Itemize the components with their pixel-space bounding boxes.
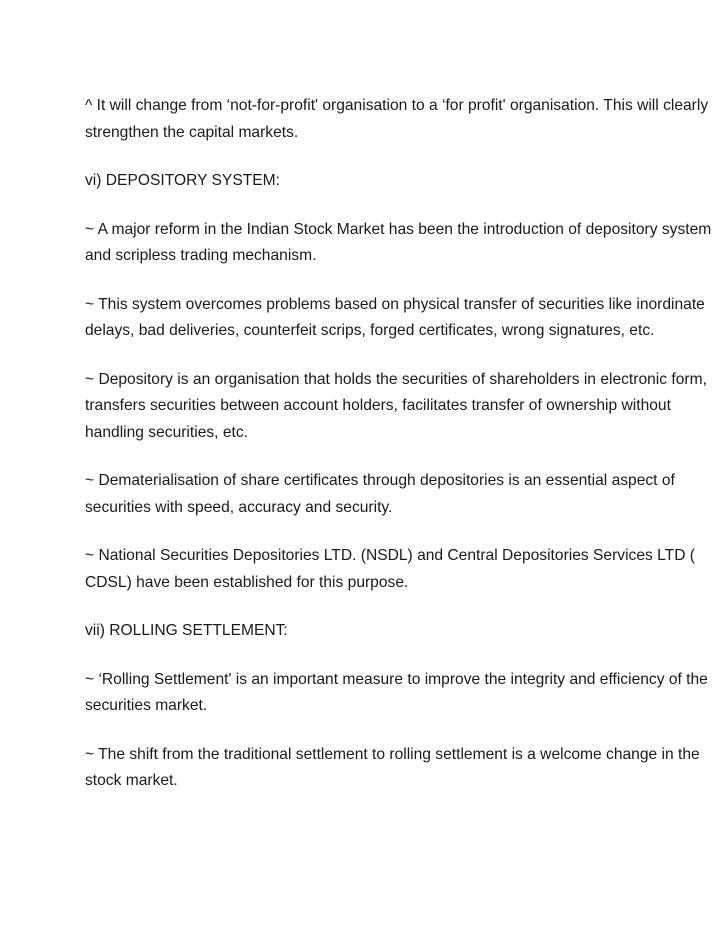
paragraph-system-overcomes: ~ This system overcomes problems based on physical transfer of securities like inordinate delays, bad deliveries, counterfeit scrips, forged certificates, wrong signatures, etc. bbox=[85, 295, 705, 339]
paragraph-major-reform: ~ A major reform in the Indian Stock Market has been the introduction of depository system and scripless trading mechanism. bbox=[85, 220, 712, 264]
document-body bbox=[85, 93, 715, 817]
paragraph-nsdl-cdsl: ~ National Securities Depositories LTD. (NSDL) and Central Depositories Services LTD ( CDSL) have been established for this purpose. bbox=[85, 547, 695, 591]
paragraph-depository-definition: ~ Depository is an organisation that holds the securities of shareholders in electronic form, transfers securities between account holders, facilitates transfer of ownership without handling securities, etc. bbox=[85, 370, 707, 441]
paragraph-dematerialisation: ~ Dematerialisation of share certificates through depositories is an essential aspect of securities with speed, accuracy and security. bbox=[85, 472, 675, 516]
paragraph-profit-change: ^ It will change from ‘not-for-profit' organisation to a ‘for profit' organisation. This will clearly strengthen the capital markets. bbox=[85, 97, 709, 141]
paragraph-settlement-shift: ~ The shift from the traditional settlement to rolling settlement is a welcome change in the stock market. bbox=[85, 745, 700, 789]
section-heading-rolling-settlement: vii) ROLLING SETTLEMENT: bbox=[85, 622, 288, 639]
paragraph-rolling-settlement-measure: ~ ‘Rolling Settlement' is an important measure to improve the integrity and efficiency of the securities market. bbox=[85, 670, 708, 714]
section-heading-depository-system: vi) DEPOSITORY SYSTEM: bbox=[85, 172, 280, 189]
